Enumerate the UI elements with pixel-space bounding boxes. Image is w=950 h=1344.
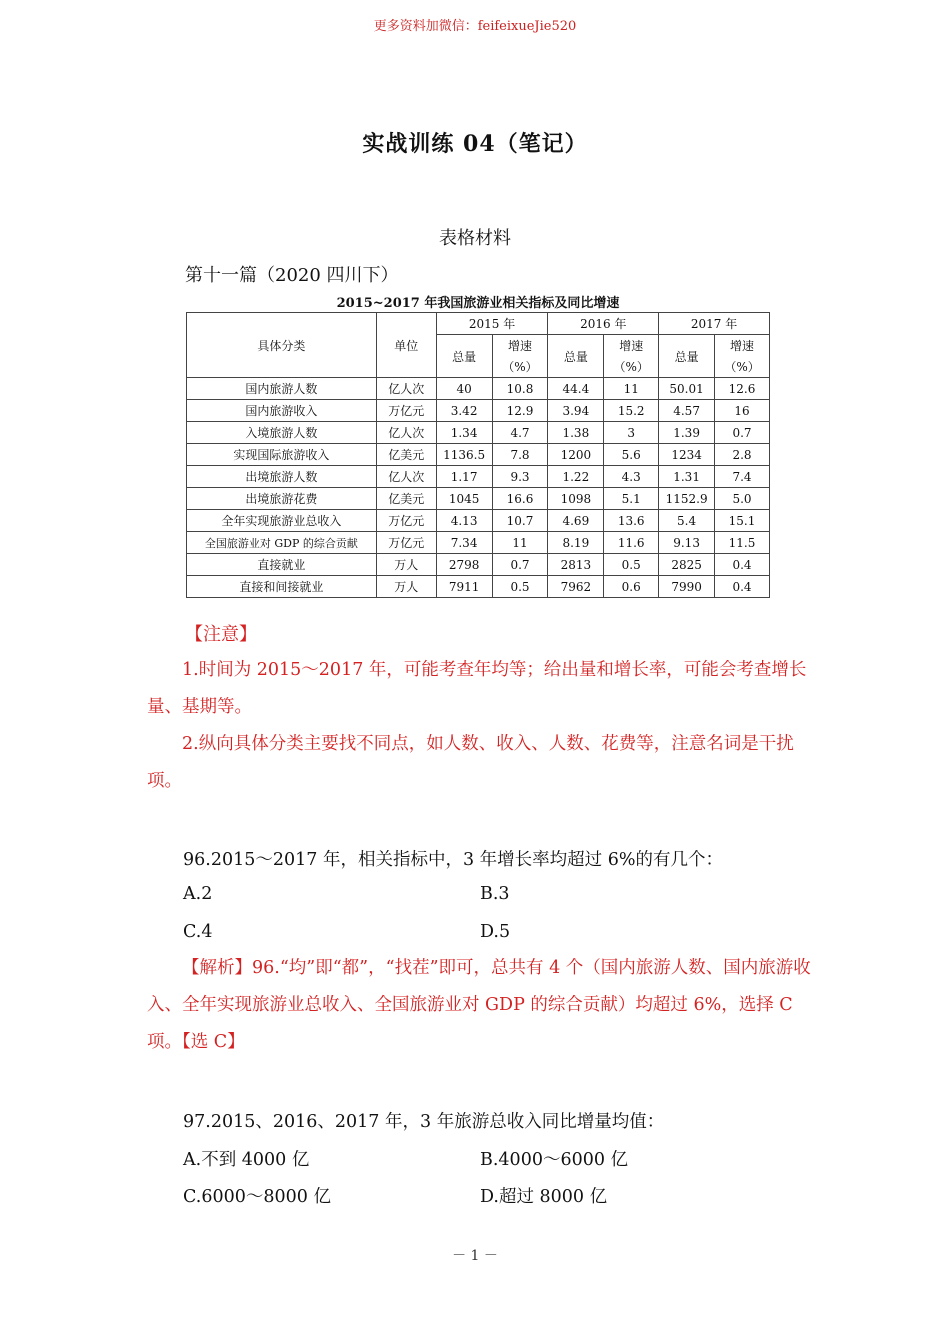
- question-96-option-c[interactable]: C.4: [183, 922, 213, 942]
- question-96-option-b[interactable]: B.3: [480, 884, 510, 904]
- cell: 2825: [659, 554, 715, 576]
- cell: 亿人次: [376, 422, 436, 444]
- question-97-stem: 97.2015、2016、2017 年，3 年旅游总收入同比增量均值：: [183, 1112, 665, 1132]
- header-2015: 2015 年: [436, 313, 548, 335]
- cell: 亿人次: [376, 466, 436, 488]
- cell: 2813: [548, 554, 604, 576]
- cell: 1136.5: [436, 444, 492, 466]
- cell: 1.38: [548, 422, 604, 444]
- header-pct-2016: （%）: [604, 356, 659, 378]
- cell: 万人: [376, 576, 436, 598]
- table-row: [187, 532, 770, 554]
- cell: 3: [604, 422, 659, 444]
- cell: 1045: [436, 488, 492, 510]
- cell: 7.8: [492, 444, 548, 466]
- question-96-stem: 96.2015～2017 年，相关指标中，3 年增长率均超过 6%的有几个：: [183, 850, 723, 870]
- cell: 亿美元: [376, 488, 436, 510]
- cell: 16.6: [492, 488, 548, 510]
- header-growth-2015: 增速: [492, 335, 548, 357]
- header-pct-2015: （%）: [492, 356, 548, 378]
- cell: 13.6: [604, 510, 659, 532]
- cell: 0.7: [715, 422, 770, 444]
- question-96-analysis: 【解析】96.“均”即“都”，“找茬”即可，总共有 4 个（国内旅游人数、国内旅游收入、全年实现旅游业总收入、全国旅游业对 GDP 的综合贡献）均超过 6%，选择 C 项。【选 C】: [147, 958, 811, 1052]
- table-row: [187, 576, 770, 598]
- table-row: [187, 554, 770, 576]
- cell: 万亿元: [376, 532, 436, 554]
- table-row: [187, 378, 770, 400]
- cell: 国内旅游收入: [187, 400, 377, 422]
- header-2017: 2017 年: [659, 313, 770, 335]
- page-number: － 1 －: [452, 1248, 498, 1264]
- cell: 出境旅游花费: [187, 488, 377, 510]
- cell: 万亿元: [376, 510, 436, 532]
- cell: 5.4: [659, 510, 715, 532]
- cell: 11.6: [604, 532, 659, 554]
- header-total-2017: 总量: [659, 335, 715, 378]
- cell: 40: [436, 378, 492, 400]
- cell: 3.94: [548, 400, 604, 422]
- cell: 4.57: [659, 400, 715, 422]
- cell: 10.7: [492, 510, 548, 532]
- cell: 1.22: [548, 466, 604, 488]
- cell: 50.01: [659, 378, 715, 400]
- table-caption: 2015~2017 年我国旅游业相关指标及同比增速: [336, 296, 620, 311]
- cell: 3.42: [436, 400, 492, 422]
- table-row: [187, 400, 770, 422]
- cell: 实现国际旅游收入: [187, 444, 377, 466]
- cell: 15.1: [715, 510, 770, 532]
- cell: 0.6: [604, 576, 659, 598]
- cell: 1152.9: [659, 488, 715, 510]
- page-title: 实战训练 04（笔记）: [362, 131, 588, 157]
- table-row: [187, 510, 770, 532]
- cell: 7911: [436, 576, 492, 598]
- question-97-option-a[interactable]: A.不到 4000 亿: [183, 1150, 310, 1170]
- cell: 5.0: [715, 488, 770, 510]
- table-row: [187, 466, 770, 488]
- header-watermark-link[interactable]: 更多资料加微信：feifeixueJie520: [373, 19, 577, 34]
- cell: 全年实现旅游业总收入: [187, 510, 377, 532]
- question-96-option-a[interactable]: A.2: [183, 884, 213, 904]
- cell: 2.8: [715, 444, 770, 466]
- cell: 10.8: [492, 378, 548, 400]
- question-97-option-c[interactable]: C.6000～8000 亿: [183, 1187, 331, 1207]
- cell: 16: [715, 400, 770, 422]
- cell: 1.17: [436, 466, 492, 488]
- cell: 7990: [659, 576, 715, 598]
- cell: 全国旅游业对 GDP 的综合贡献: [187, 532, 377, 554]
- cell: 1234: [659, 444, 715, 466]
- cell: 0.5: [492, 576, 548, 598]
- cell: 11: [492, 532, 548, 554]
- header-2016: 2016 年: [548, 313, 659, 335]
- cell: 万人: [376, 554, 436, 576]
- header-pct-2017: （%）: [715, 356, 770, 378]
- cell: 0.7: [492, 554, 548, 576]
- cell: 9.3: [492, 466, 548, 488]
- question-97-option-d[interactable]: D.超过 8000 亿: [480, 1187, 608, 1207]
- table-row: [187, 444, 770, 466]
- cell: 直接和间接就业: [187, 576, 377, 598]
- note-point-2: 2.纵向具体分类主要找不同点，如人数、收入、人数、花费等，注意名词是干扰项。: [147, 734, 794, 791]
- cell: 44.4: [548, 378, 604, 400]
- cell: 4.69: [548, 510, 604, 532]
- header-growth-2016: 增速: [604, 335, 659, 357]
- cell: 出境旅游人数: [187, 466, 377, 488]
- header-unit: 单位: [376, 313, 436, 378]
- cell: 12.6: [715, 378, 770, 400]
- cell: 1098: [548, 488, 604, 510]
- cell: 5.6: [604, 444, 659, 466]
- section-heading: 表格材料: [439, 228, 511, 249]
- cell: 7.34: [436, 532, 492, 554]
- table-row: [187, 488, 770, 510]
- cell: 5.1: [604, 488, 659, 510]
- cell: 9.13: [659, 532, 715, 554]
- cell: 0.4: [715, 576, 770, 598]
- cell: 0.4: [715, 554, 770, 576]
- cell: 7962: [548, 576, 604, 598]
- cell: 0.5: [604, 554, 659, 576]
- cell: 1.39: [659, 422, 715, 444]
- cell: 4.13: [436, 510, 492, 532]
- header-category: 具体分类: [187, 313, 377, 378]
- header-growth-2017: 增速: [715, 335, 770, 357]
- cell: 1.31: [659, 466, 715, 488]
- cell: 7.4: [715, 466, 770, 488]
- cell: 入境旅游人数: [187, 422, 377, 444]
- cell: 4.3: [604, 466, 659, 488]
- table-row: [187, 422, 770, 444]
- cell: 1.34: [436, 422, 492, 444]
- note-point-1: 1.时间为 2015～2017 年，可能考查年均等；给出量和增长率，可能会考查增长量、基期等。: [147, 660, 807, 717]
- cell: 11.5: [715, 532, 770, 554]
- cell: 2798: [436, 554, 492, 576]
- header-total-2016: 总量: [548, 335, 604, 378]
- cell: 万亿元: [376, 400, 436, 422]
- cell: 8.19: [548, 532, 604, 554]
- article-heading: 第十一篇（2020 四川下）: [185, 265, 399, 286]
- cell: 1200: [548, 444, 604, 466]
- cell: 4.7: [492, 422, 548, 444]
- question-96-option-d[interactable]: D.5: [480, 922, 511, 942]
- cell: 12.9: [492, 400, 548, 422]
- cell: 15.2: [604, 400, 659, 422]
- tourism-data-table: [186, 312, 770, 598]
- cell: 11: [604, 378, 659, 400]
- cell: 国内旅游人数: [187, 378, 377, 400]
- question-97-option-b[interactable]: B.4000～6000 亿: [480, 1150, 629, 1170]
- header-total-2015: 总量: [436, 335, 492, 378]
- note-tag: 【注意】: [185, 624, 257, 645]
- cell: 亿人次: [376, 378, 436, 400]
- cell: 亿美元: [376, 444, 436, 466]
- cell: 直接就业: [187, 554, 377, 576]
